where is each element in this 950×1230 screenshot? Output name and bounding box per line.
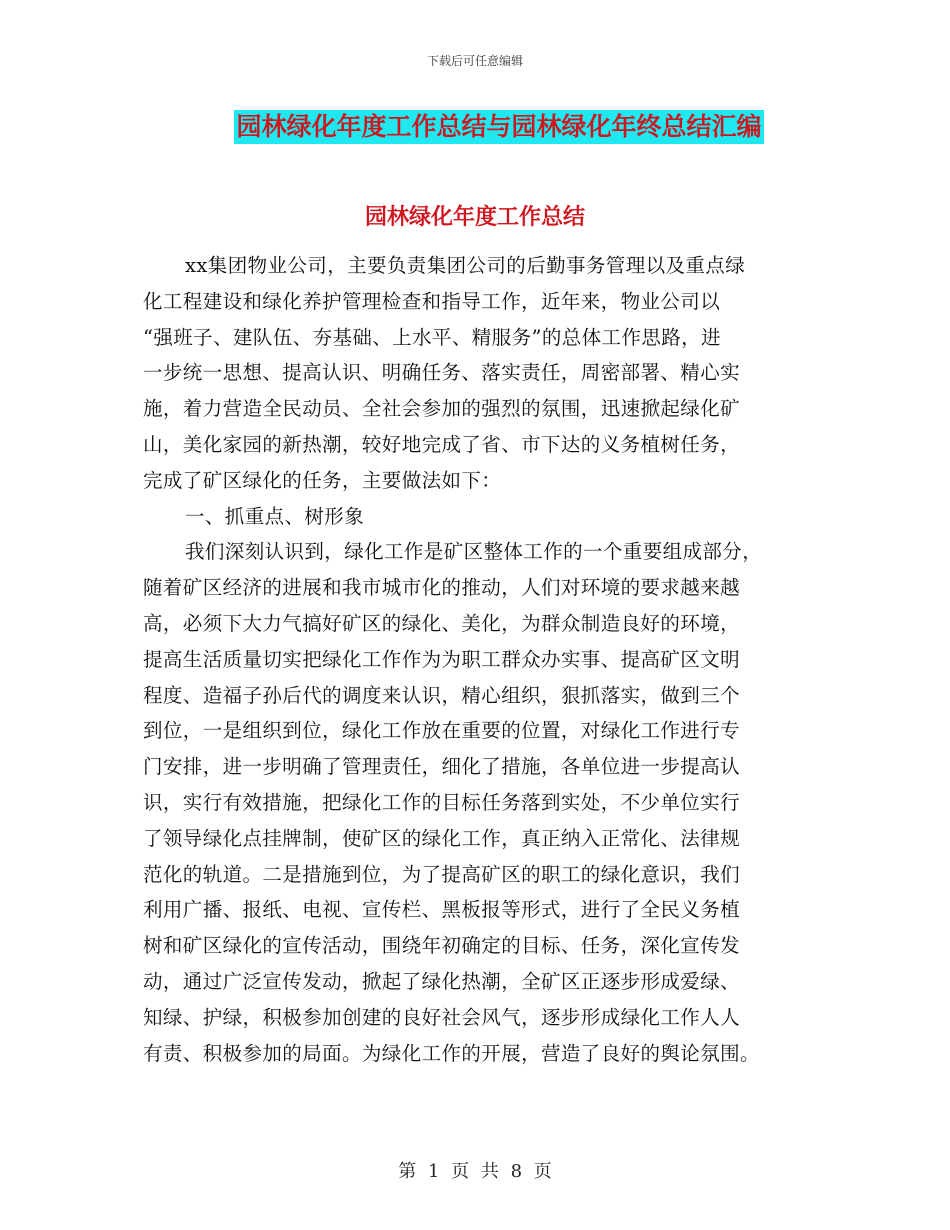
body-text [143,248,811,1071]
subheading-line: 一、抓重点、树形象 [185,504,365,528]
paragraph-line: 知绿、护绿，积极参加创建的良好社会风气，逐步形成绿化工作人人 [143,1005,741,1029]
paragraph-line: 到位，一是组织到位，绿化工作放在重要的位置，对绿化工作进行专 [143,719,741,743]
paragraph-line: 了领导绿化点挂牌制，使矿区的绿化工作，真正纳入正常化、法律规 [143,826,741,850]
paragraph-line: 随着矿区经济的进展和我市城市化的推动，人们对环境的要求越来越 [143,576,741,600]
page-header-note: 下载后可任意编辑 [426,54,523,68]
paragraph-line: 山，美化家园的新热潮，较好地完成了省、市下达的义务植树任务， [143,432,741,456]
paragraph-line: 树和矿区绿化的宣传活动，围绕年初确定的目标、任务，深化宣传发 [143,934,741,958]
paragraph-line: 识，实行有效措施，把绿化工作的目标任务落到实处，不少单位实行 [143,790,741,814]
paragraph-line: 程度、造福子孙后代的调度来认识，精心组织，狠抓落实，做到三个 [143,683,741,707]
paragraph-line: 有责、积极参加的局面。为绿化工作的开展，营造了良好的舆论氛围。 [143,1041,760,1065]
paragraph-line: 施，着力营造全民动员、全社会参加的强烈的氛围，迅速掀起绿化矿 [143,397,741,421]
main-title-container [0,110,950,144]
paragraph-line: “强班子、建队伍、夯基础、上水平、精服务”的总体工作思路，进 [143,325,721,349]
paragraph-line: 门安排，进一步明确了管理责任，细化了措施，各单位进一步提高认 [143,755,741,779]
page-number-footer: 第 1 页 共 8 页 [398,1161,552,1182]
paragraph-line: 我们深刻认识到，绿化工作是矿区整体工作的一个重要组成部分， [185,540,763,564]
paragraph-line: 完成了矿区绿化的任务，主要做法如下： [143,468,502,492]
paragraph-line: 化工程建设和绿化养护管理检查和指导工作，近年来，物业公司以 [143,289,721,313]
paragraph-line: 利用广播、报纸、电视、宣传栏、黑板报等形式，进行了全民义务植 [143,898,741,922]
document-title: 园林绿化年度工作总结与园林绿化年终总结汇编 [234,110,763,144]
section-title: 园林绿化年度工作总结 [364,205,585,230]
paragraph-line: 高，必须下大力气搞好矿区的绿化、美化，为群众制造良好的环境， [143,611,741,635]
paragraph-line: xx集团物业公司，主要负责集团公司的后勤事务管理以及重点绿 [185,254,746,277]
paragraph-line: 范化的轨道。二是措施到位，为了提高矿区的职工的绿化意识，我们 [143,862,741,886]
paragraph-line: 动，通过广泛宣传发动，掀起了绿化热潮，全矿区正逐步形成爱绿、 [143,969,741,993]
paragraph-line: 一步统一思想、提高认识、明确任务、落实责任，周密部署、精心实 [143,361,741,385]
paragraph-line: 提高生活质量切实把绿化工作作为为职工群众办实事、提高矿区文明 [143,647,741,671]
